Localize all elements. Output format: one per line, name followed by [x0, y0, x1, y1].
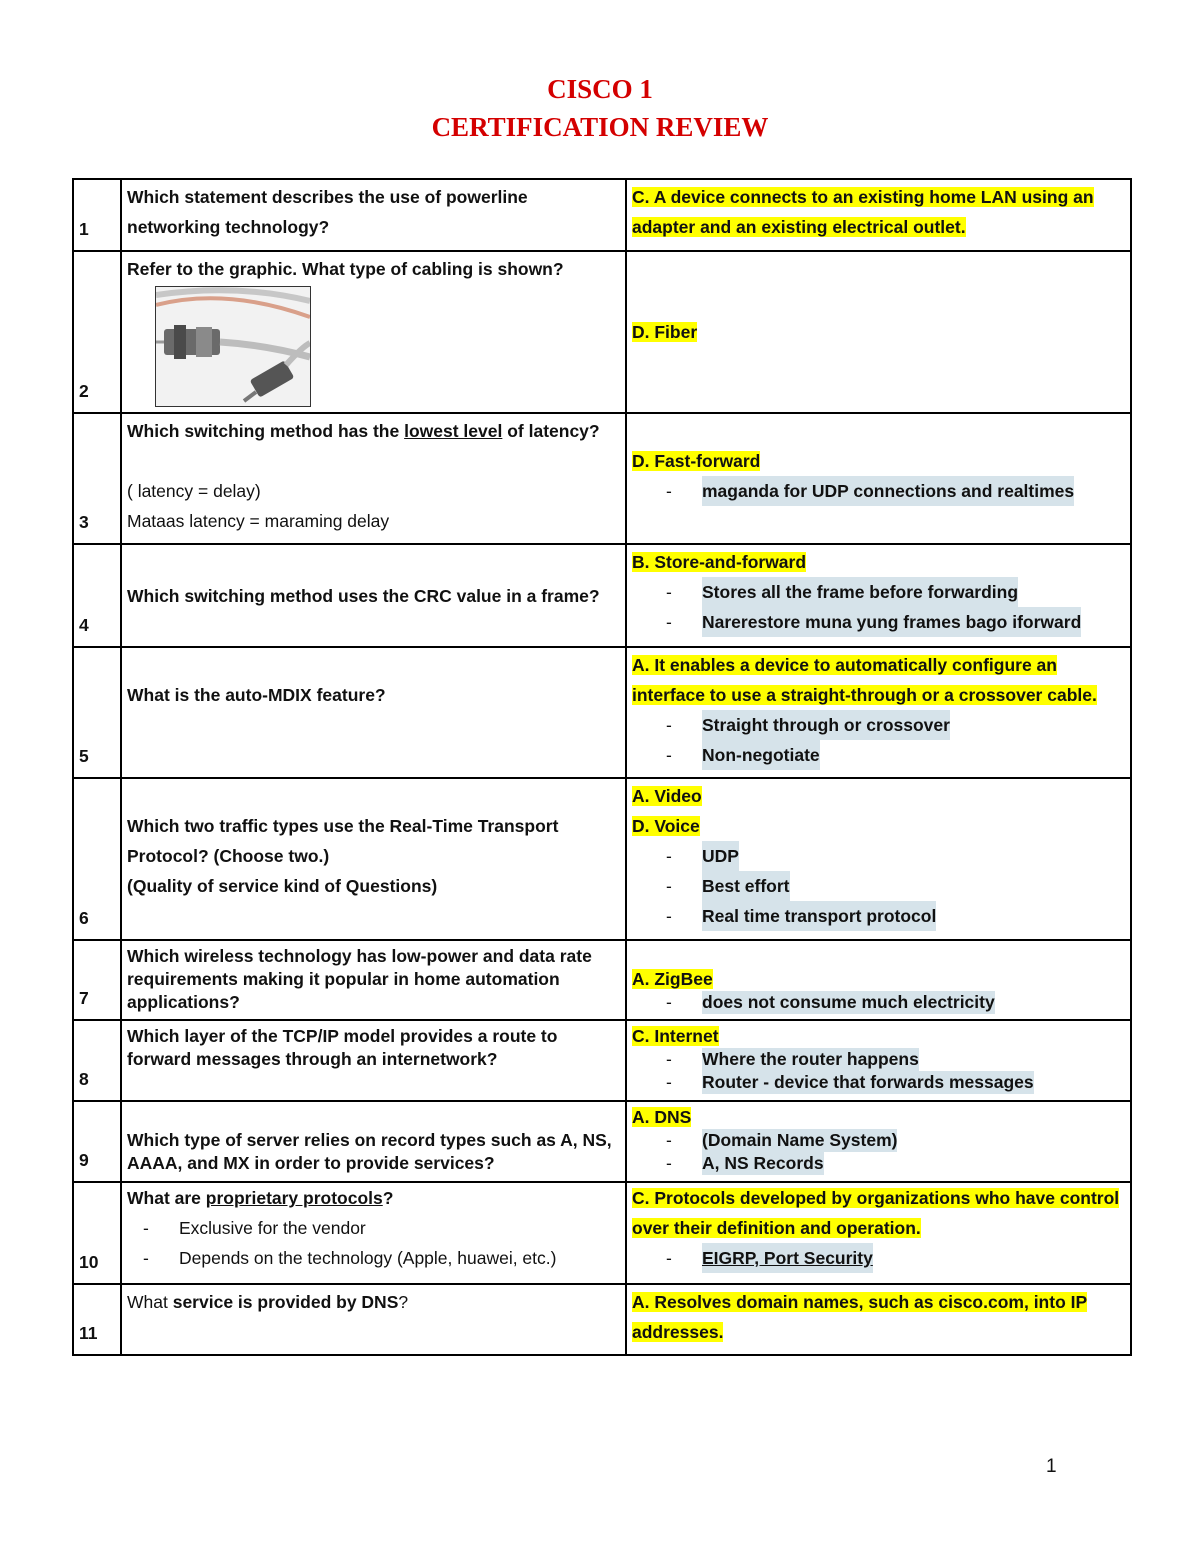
question-text: Which two traffic types use the Real-Time Transport Protocol? (Choose two.)	[127, 816, 559, 866]
question	[121, 647, 626, 778]
answer-text: interface to use a straight-through or a crossover cable.	[632, 685, 1097, 705]
table-row	[73, 647, 1131, 778]
answer	[626, 1101, 1131, 1182]
question-text: What service is provided by DNS?	[127, 1292, 409, 1312]
answer-text: B. Store-and-forward	[632, 552, 807, 572]
question-text: Which switching method uses the CRC value in a frame?	[127, 585, 600, 606]
list-item: - Where the router happens	[666, 1049, 919, 1069]
row-number: 11	[73, 1284, 121, 1355]
fiber-cable-image	[155, 286, 311, 407]
list-item: - (Domain Name System)	[666, 1130, 898, 1150]
question-text: Which statement describes the use of powerline networking technology?	[127, 187, 528, 237]
row-number: 1	[73, 179, 121, 251]
question	[121, 179, 626, 251]
question	[121, 1101, 626, 1182]
list-item: - Router - device that forwards messages	[666, 1072, 1034, 1092]
table-row	[73, 544, 1131, 647]
table-row	[73, 1182, 1131, 1284]
answer-text: A. Resolves domain names, such as cisco.com, into IP	[632, 1292, 1088, 1312]
answer	[626, 251, 1131, 413]
list-item: - Stores all the frame before forwarding	[666, 577, 1125, 607]
list-item: - Narerestore muna yung frames bago iforward	[666, 607, 1125, 637]
list-item: - Depends on the technology (Apple, huawei, etc.)	[143, 1248, 557, 1268]
answer-text: A. DNS	[632, 1107, 692, 1127]
question-text: Which switching method has the lowest level of latency?	[127, 421, 600, 441]
list-item: - UDP	[666, 841, 1125, 871]
row-number: 6	[73, 778, 121, 940]
row-number: 4	[73, 544, 121, 647]
table-row	[73, 778, 1131, 940]
question-text: Which type of server relies on record types such as A, NS, AAAA, and MX in order to provide services?	[127, 1130, 612, 1173]
answer	[626, 544, 1131, 647]
answer	[626, 1284, 1131, 1355]
table-row	[73, 1284, 1131, 1355]
answer-text: C. Internet	[632, 1026, 719, 1046]
row-number: 3	[73, 413, 121, 544]
table-row	[73, 940, 1131, 1020]
row-number: 2	[73, 251, 121, 413]
page-number: 1	[1046, 1456, 1057, 1477]
row-number: 10	[73, 1182, 121, 1284]
review-table	[72, 178, 1132, 1356]
question	[121, 1284, 626, 1355]
question	[121, 940, 626, 1020]
question-text: What are proprietary protocols?	[127, 1188, 394, 1208]
list-item: - A, NS Records	[666, 1153, 824, 1173]
question	[121, 778, 626, 940]
answer-text: over their definition and operation.	[632, 1218, 921, 1238]
title-line-1: CISCO 1	[547, 74, 653, 104]
question	[121, 1020, 626, 1101]
list-item: - EIGRP, Port Security	[666, 1243, 1125, 1273]
row-number: 8	[73, 1020, 121, 1101]
answer-text: addresses.	[632, 1322, 724, 1342]
answer-text: C. A device connects to an existing home LAN using an adapter and an existing electrical outlet.	[632, 187, 1094, 237]
list-item: - Exclusive for the vendor	[143, 1218, 366, 1238]
list-item: - Non-negotiate	[666, 740, 1125, 770]
question-note: (Quality of service kind of Questions)	[127, 876, 438, 896]
list-item: - maganda for UDP connections and realtimes	[666, 476, 1125, 506]
question-note: Mataas latency = maraming delay	[127, 511, 390, 531]
answer-text: D. Voice	[632, 816, 700, 836]
answer-text: C. Protocols developed by organizations who have control	[632, 1188, 1120, 1208]
question-note: ( latency = delay)	[127, 481, 261, 501]
list-item: - Real time transport protocol	[666, 901, 1125, 931]
list-item: - Straight through or crossover	[666, 710, 1125, 740]
table-row	[73, 413, 1131, 544]
answer	[626, 1182, 1131, 1284]
answer	[626, 647, 1131, 778]
question-text: Which wireless technology has low-power and data rate requirements making it popular in home automation applications?	[127, 946, 592, 1012]
row-number: 9	[73, 1101, 121, 1182]
question-text: What is the auto-MDIX feature?	[127, 685, 386, 705]
row-number: 7	[73, 940, 121, 1020]
table-row	[73, 1020, 1131, 1101]
answer	[626, 179, 1131, 251]
answer	[626, 1020, 1131, 1101]
answer-text: A. Video	[632, 786, 702, 806]
answer-text: A. ZigBee	[632, 969, 713, 989]
table-row	[73, 1101, 1131, 1182]
title-line-2: CERTIFICATION REVIEW	[431, 112, 769, 142]
question	[121, 544, 626, 647]
answer	[626, 778, 1131, 940]
question	[121, 413, 626, 544]
answer-text: D. Fast-forward	[632, 451, 761, 471]
list-item: - Best effort	[666, 871, 1125, 901]
answer	[626, 940, 1131, 1020]
answer-text: A. It enables a device to automatically configure an	[632, 655, 1057, 675]
table-row	[73, 179, 1131, 251]
question	[121, 1182, 626, 1284]
row-number: 5	[73, 647, 121, 778]
list-item: - does not consume much electricity	[666, 992, 995, 1012]
question-text: Which layer of the TCP/IP model provides a route to forward messages through an internetwork?	[127, 1026, 558, 1069]
question-text: Refer to the graphic. What type of cabling is shown?	[127, 259, 564, 279]
answer	[626, 413, 1131, 544]
answer-text: D. Fiber	[632, 322, 698, 342]
question	[121, 251, 626, 413]
table-row	[73, 251, 1131, 413]
